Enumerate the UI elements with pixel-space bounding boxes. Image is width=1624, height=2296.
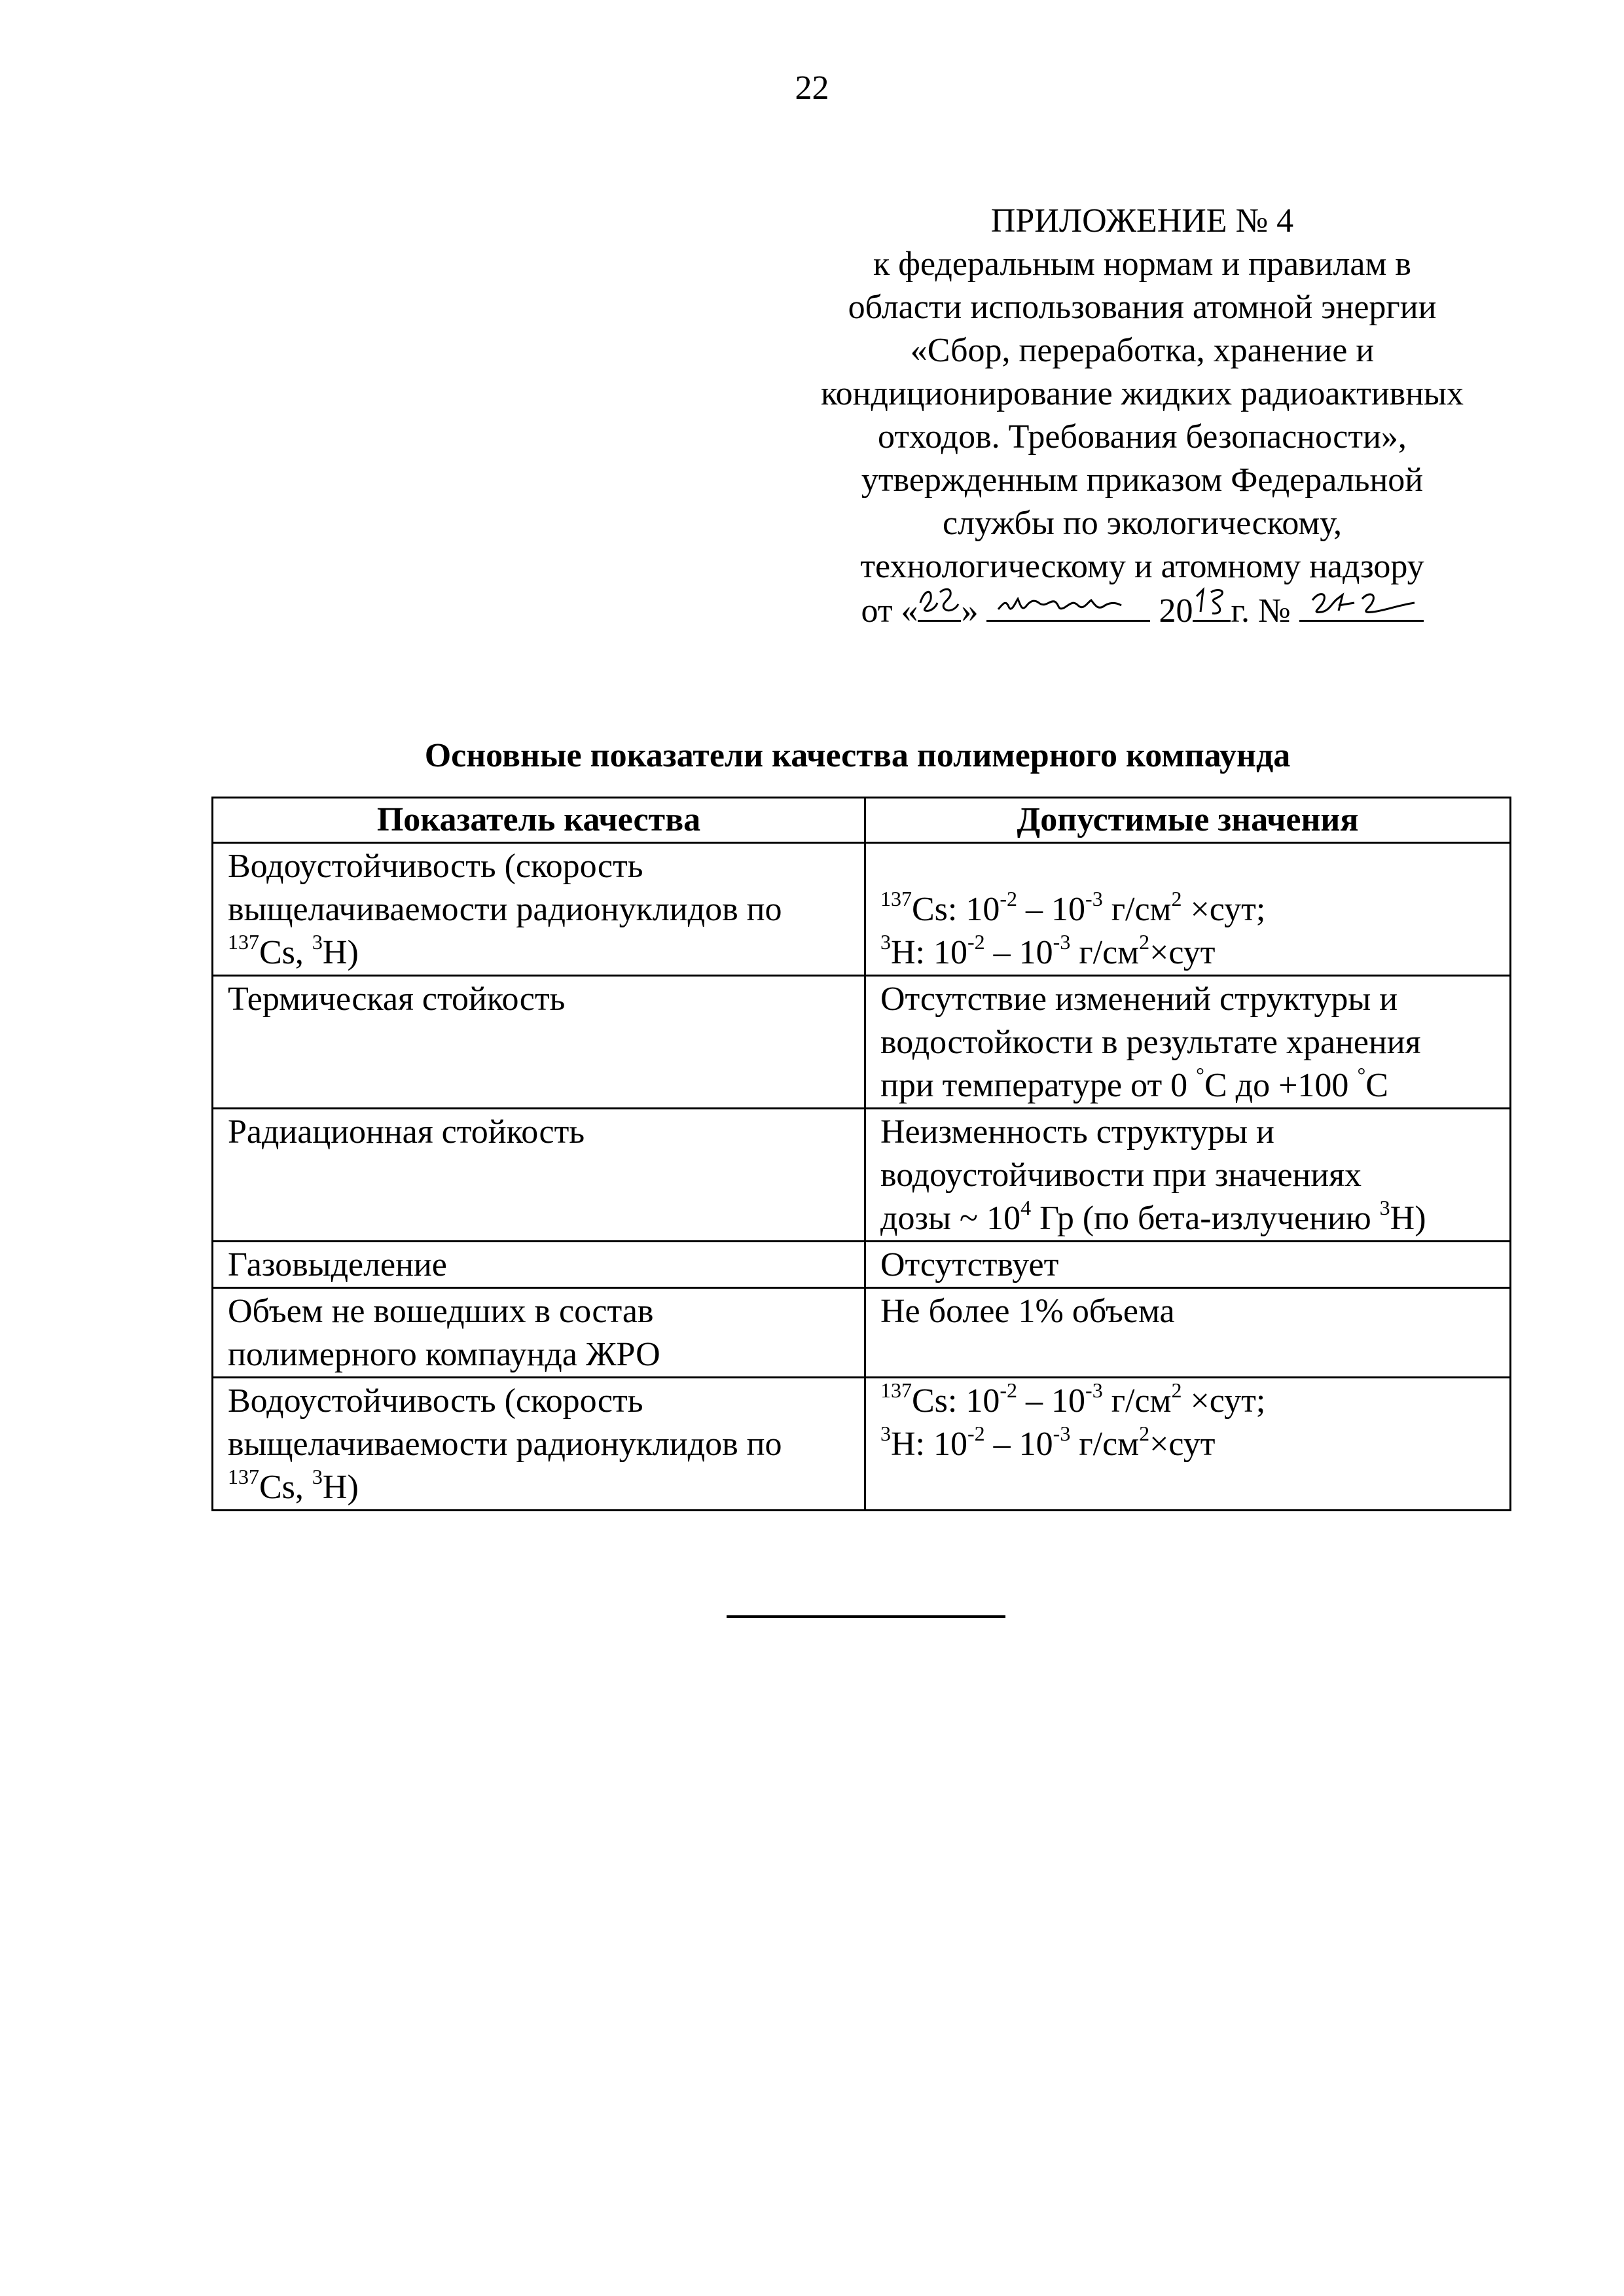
value-cell: Отсутствует bbox=[865, 1242, 1511, 1288]
header-values: Допустимые значения bbox=[865, 798, 1511, 843]
header-indicator: Показатель качества bbox=[213, 798, 865, 843]
nuclide-line: $^{137}$Cs, $^3$H) bbox=[228, 929, 359, 971]
value-cell bbox=[865, 1378, 1511, 1511]
handwritten-day bbox=[918, 588, 961, 622]
indicator-cell bbox=[213, 843, 865, 976]
indicator-cell bbox=[213, 1288, 865, 1378]
appendix-line: к федеральным нормам и правилам в bbox=[873, 245, 1411, 283]
table-header-row bbox=[213, 798, 1511, 843]
closing-rule bbox=[727, 1615, 1005, 1618]
indicator-cell: Радиационная стойкость bbox=[213, 1109, 865, 1242]
indicator-cell: Газовыделение bbox=[213, 1242, 865, 1288]
value-h-line: $^3$H: $10^{-2} - 10^{-3}$ $г/см^2\times сут$ bbox=[880, 1421, 1216, 1463]
cell-line: Неизменность структуры и bbox=[880, 1113, 1274, 1151]
value-cs-line: $^{137}$Cs: $10^{-2} - 10^{-3}$ $г/см^2 \times сут$; bbox=[880, 1378, 1266, 1420]
nuclide-line: $^{137}$Cs, $^3$H) bbox=[228, 1464, 359, 1506]
cell-line: водоустойчивости при значениях bbox=[880, 1157, 1362, 1194]
cell-line: Водоустойчивость (скорость bbox=[228, 1382, 643, 1420]
order-year-label: г. № bbox=[1231, 592, 1291, 630]
page-number: 22 bbox=[795, 69, 829, 107]
handwritten-month bbox=[986, 588, 1150, 622]
value-cell bbox=[865, 976, 1511, 1109]
value-h-line: $^3$H: $10^{-2} - 10^{-3}$ $г/см^2\times сут$ bbox=[880, 929, 1216, 971]
table-row bbox=[213, 1109, 1511, 1242]
appendix-line: области использования атомной энергии bbox=[848, 289, 1437, 326]
temperature-line: при температуре от 0 °С до +100 °С bbox=[880, 1062, 1388, 1104]
value-cell bbox=[865, 1109, 1511, 1242]
cell-line: водостойкости в результате хранения bbox=[880, 1024, 1421, 1061]
table-row bbox=[213, 843, 1511, 976]
appendix-line: утвержденным приказом Федеральной bbox=[861, 461, 1424, 499]
order-year-prefix: 20 bbox=[1159, 592, 1193, 630]
order-from-label: от « bbox=[861, 592, 918, 630]
indicator-cell: Термическая стойкость bbox=[213, 976, 865, 1109]
cell-line: полимерного компаунда ЖРО bbox=[228, 1336, 660, 1373]
handwritten-month-scribble bbox=[986, 577, 1150, 622]
handwritten-year bbox=[1193, 588, 1231, 622]
cell-line: выщелачиваемости радионуклидов по bbox=[228, 1426, 782, 1463]
cell-line: Объем не вошедших в состав bbox=[228, 1293, 654, 1330]
order-date-line bbox=[772, 588, 1512, 633]
order-day-close: » bbox=[961, 592, 979, 630]
indicator-cell bbox=[213, 1378, 865, 1511]
table-row bbox=[213, 976, 1511, 1109]
cell-line: выщелачиваемости радионуклидов по bbox=[228, 891, 782, 928]
table-row bbox=[213, 1242, 1511, 1288]
cell-line: Водоустойчивость (скорость bbox=[228, 848, 643, 885]
appendix-line: кондиционирование жидких радиоактивных bbox=[821, 375, 1464, 412]
value-cs-line: $^{137}$Cs: $10^{-2} - 10^{-3}$ $г/см^2 \times сут$; bbox=[880, 886, 1266, 928]
table-row bbox=[213, 1288, 1511, 1378]
handwritten-number-scribble bbox=[1299, 577, 1424, 622]
handwritten-number bbox=[1299, 588, 1424, 622]
table-row bbox=[213, 1378, 1511, 1511]
quality-table bbox=[211, 797, 1511, 1511]
table-title: Основные показатели качества полимерного компаунда bbox=[424, 737, 1291, 774]
dose-line: дозы ~ $10^4$ Гр (по бета-излучению $^3$H) bbox=[880, 1195, 1426, 1237]
appendix-block bbox=[772, 200, 1512, 633]
cell-line: Отсутствие изменений структуры и bbox=[880, 980, 1398, 1018]
handwritten-year-scribble bbox=[1193, 577, 1231, 622]
value-cell: Не более 1% объема bbox=[865, 1288, 1511, 1378]
appendix-line: «Сбор, переработка, хранение и bbox=[910, 332, 1375, 369]
appendix-line: отходов. Требования безопасности», bbox=[878, 418, 1407, 456]
appendix-line: технологическому и атомному надзору bbox=[860, 548, 1424, 585]
handwritten-day-scribble bbox=[918, 577, 961, 622]
spacer bbox=[880, 845, 1495, 888]
appendix-line: службы по экологическому, bbox=[942, 505, 1343, 542]
appendix-title: ПРИЛОЖЕНИЕ № 4 bbox=[990, 202, 1294, 240]
value-cell bbox=[865, 843, 1511, 976]
